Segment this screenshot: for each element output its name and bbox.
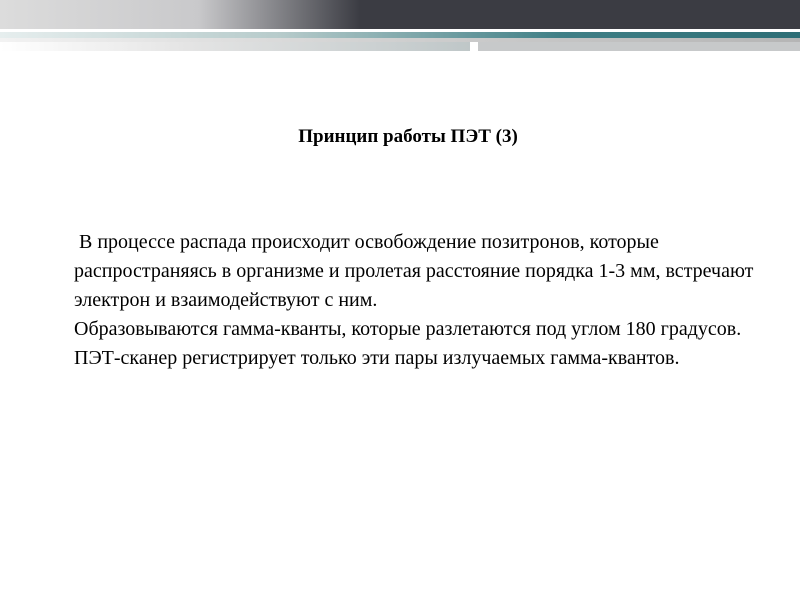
slide-body (74, 228, 764, 373)
header-subband-left (0, 42, 470, 51)
header-subband-right (478, 42, 800, 51)
slide-title: Принцип работы ПЭТ (3) (298, 126, 518, 147)
header-band-fade (0, 0, 360, 29)
body-paragraph-1: В процессе распада происходит освобождение позитронов, которые распространяясь в организме и пролетая расстояние порядка 1-3 мм, встречают электрон и взаимодействуют с ним. (74, 231, 759, 311)
header-subband-notch (470, 42, 478, 51)
body-paragraph-3: ПЭТ-сканер регистрирует только эти пары излучаемых гамма-квантов. (74, 347, 680, 369)
body-paragraph-2: Образовываются гамма-кванты, которые разлетаются под углом 180 градусов. (74, 318, 742, 340)
